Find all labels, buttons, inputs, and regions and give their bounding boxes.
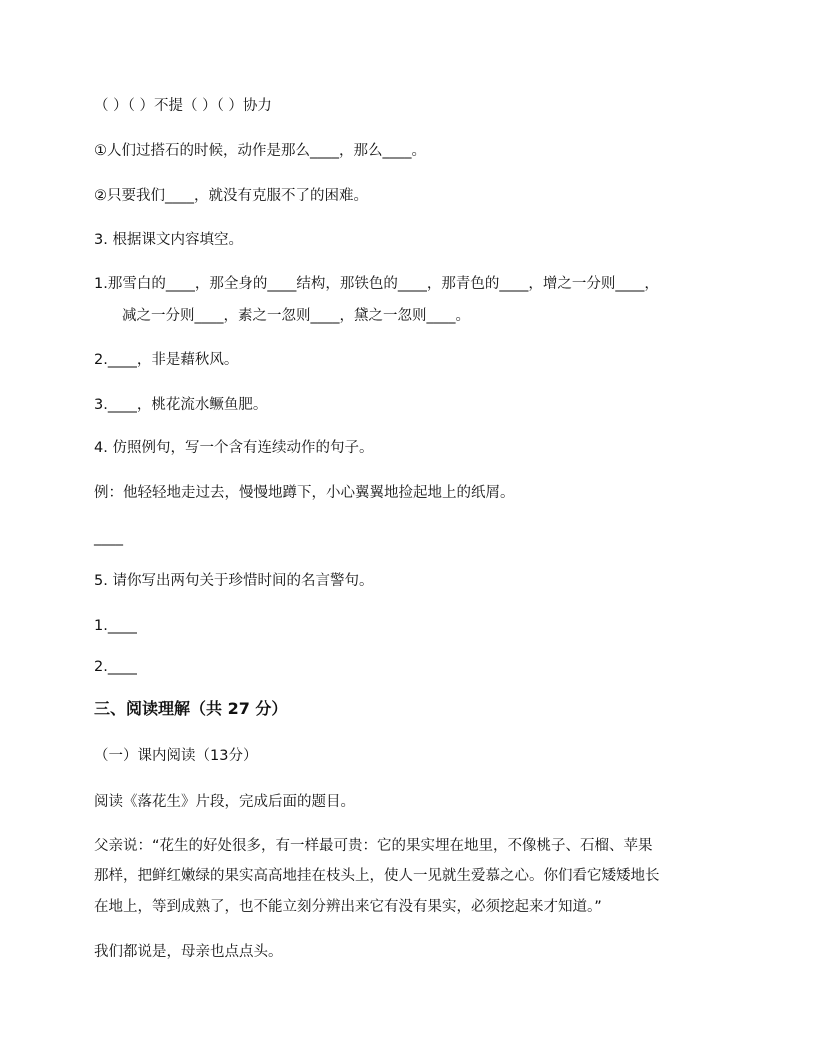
question-2: ②只要我们____，就没有克服不了的困难。 bbox=[94, 188, 368, 204]
idiom-fill-line: （ ）（ ）不提（ ）（ ）协力 bbox=[94, 98, 272, 114]
passage-line-4: 我们都说是，母亲也点点头。 bbox=[94, 944, 283, 960]
fill-item-2: 2.____，非是藉秋风。 bbox=[94, 352, 239, 368]
example-sentence: 例：他轻轻地走过去，慢慢地蹲下，小心翼翼地捡起地上的纸屑。 bbox=[94, 485, 515, 501]
section-heading-3: 3. 根据课文内容填空。 bbox=[94, 232, 243, 248]
section-heading-5: 5. 请你写出两句关于珍惜时间的名言警句。 bbox=[94, 573, 374, 589]
passage-line-3: 在地上，等到成熟了，也不能立刻分辨出来它有没有果实，必须挖起来才知道。” bbox=[94, 899, 602, 915]
passage-line-2: 那样，把鲜红嫩绿的果实高高地挂在枝头上，使人一见就生爱慕之心。你们看它矮矮地长 bbox=[94, 868, 660, 884]
fill-item-1-cont: 减之一分则____，素之一忽则____，黛之一忽则____。 bbox=[122, 308, 470, 324]
question-1: ①人们过搭石的时候，动作是那么____，那么____。 bbox=[94, 143, 426, 159]
fill-item-3: 3.____，桃花流水鳜鱼肥。 bbox=[94, 397, 268, 413]
quote-blank-1: 1.____ bbox=[94, 618, 137, 634]
reading-instruction: 阅读《落花生》片段，完成后面的题目。 bbox=[94, 794, 355, 810]
quote-blank-2: 2.____ bbox=[94, 659, 137, 675]
fill-item-1: 1.那雪白的____，那全身的____结构，那铁色的____，那青色的____，增之一分则____， bbox=[94, 276, 659, 292]
section-heading-4: 4. 仿照例句，写一个含有连续动作的句子。 bbox=[94, 440, 374, 456]
reading-section-heading: 三、阅读理解（共 27 分） bbox=[94, 699, 288, 718]
answer-blank: ____ bbox=[94, 530, 123, 546]
passage-line-1: 父亲说：“花生的好处很多，有一样最可贵：它的果实埋在地里，不像桃子、石榴、苹果 bbox=[94, 838, 653, 854]
subsection-heading: （一）课内阅读（13分） bbox=[94, 748, 258, 764]
